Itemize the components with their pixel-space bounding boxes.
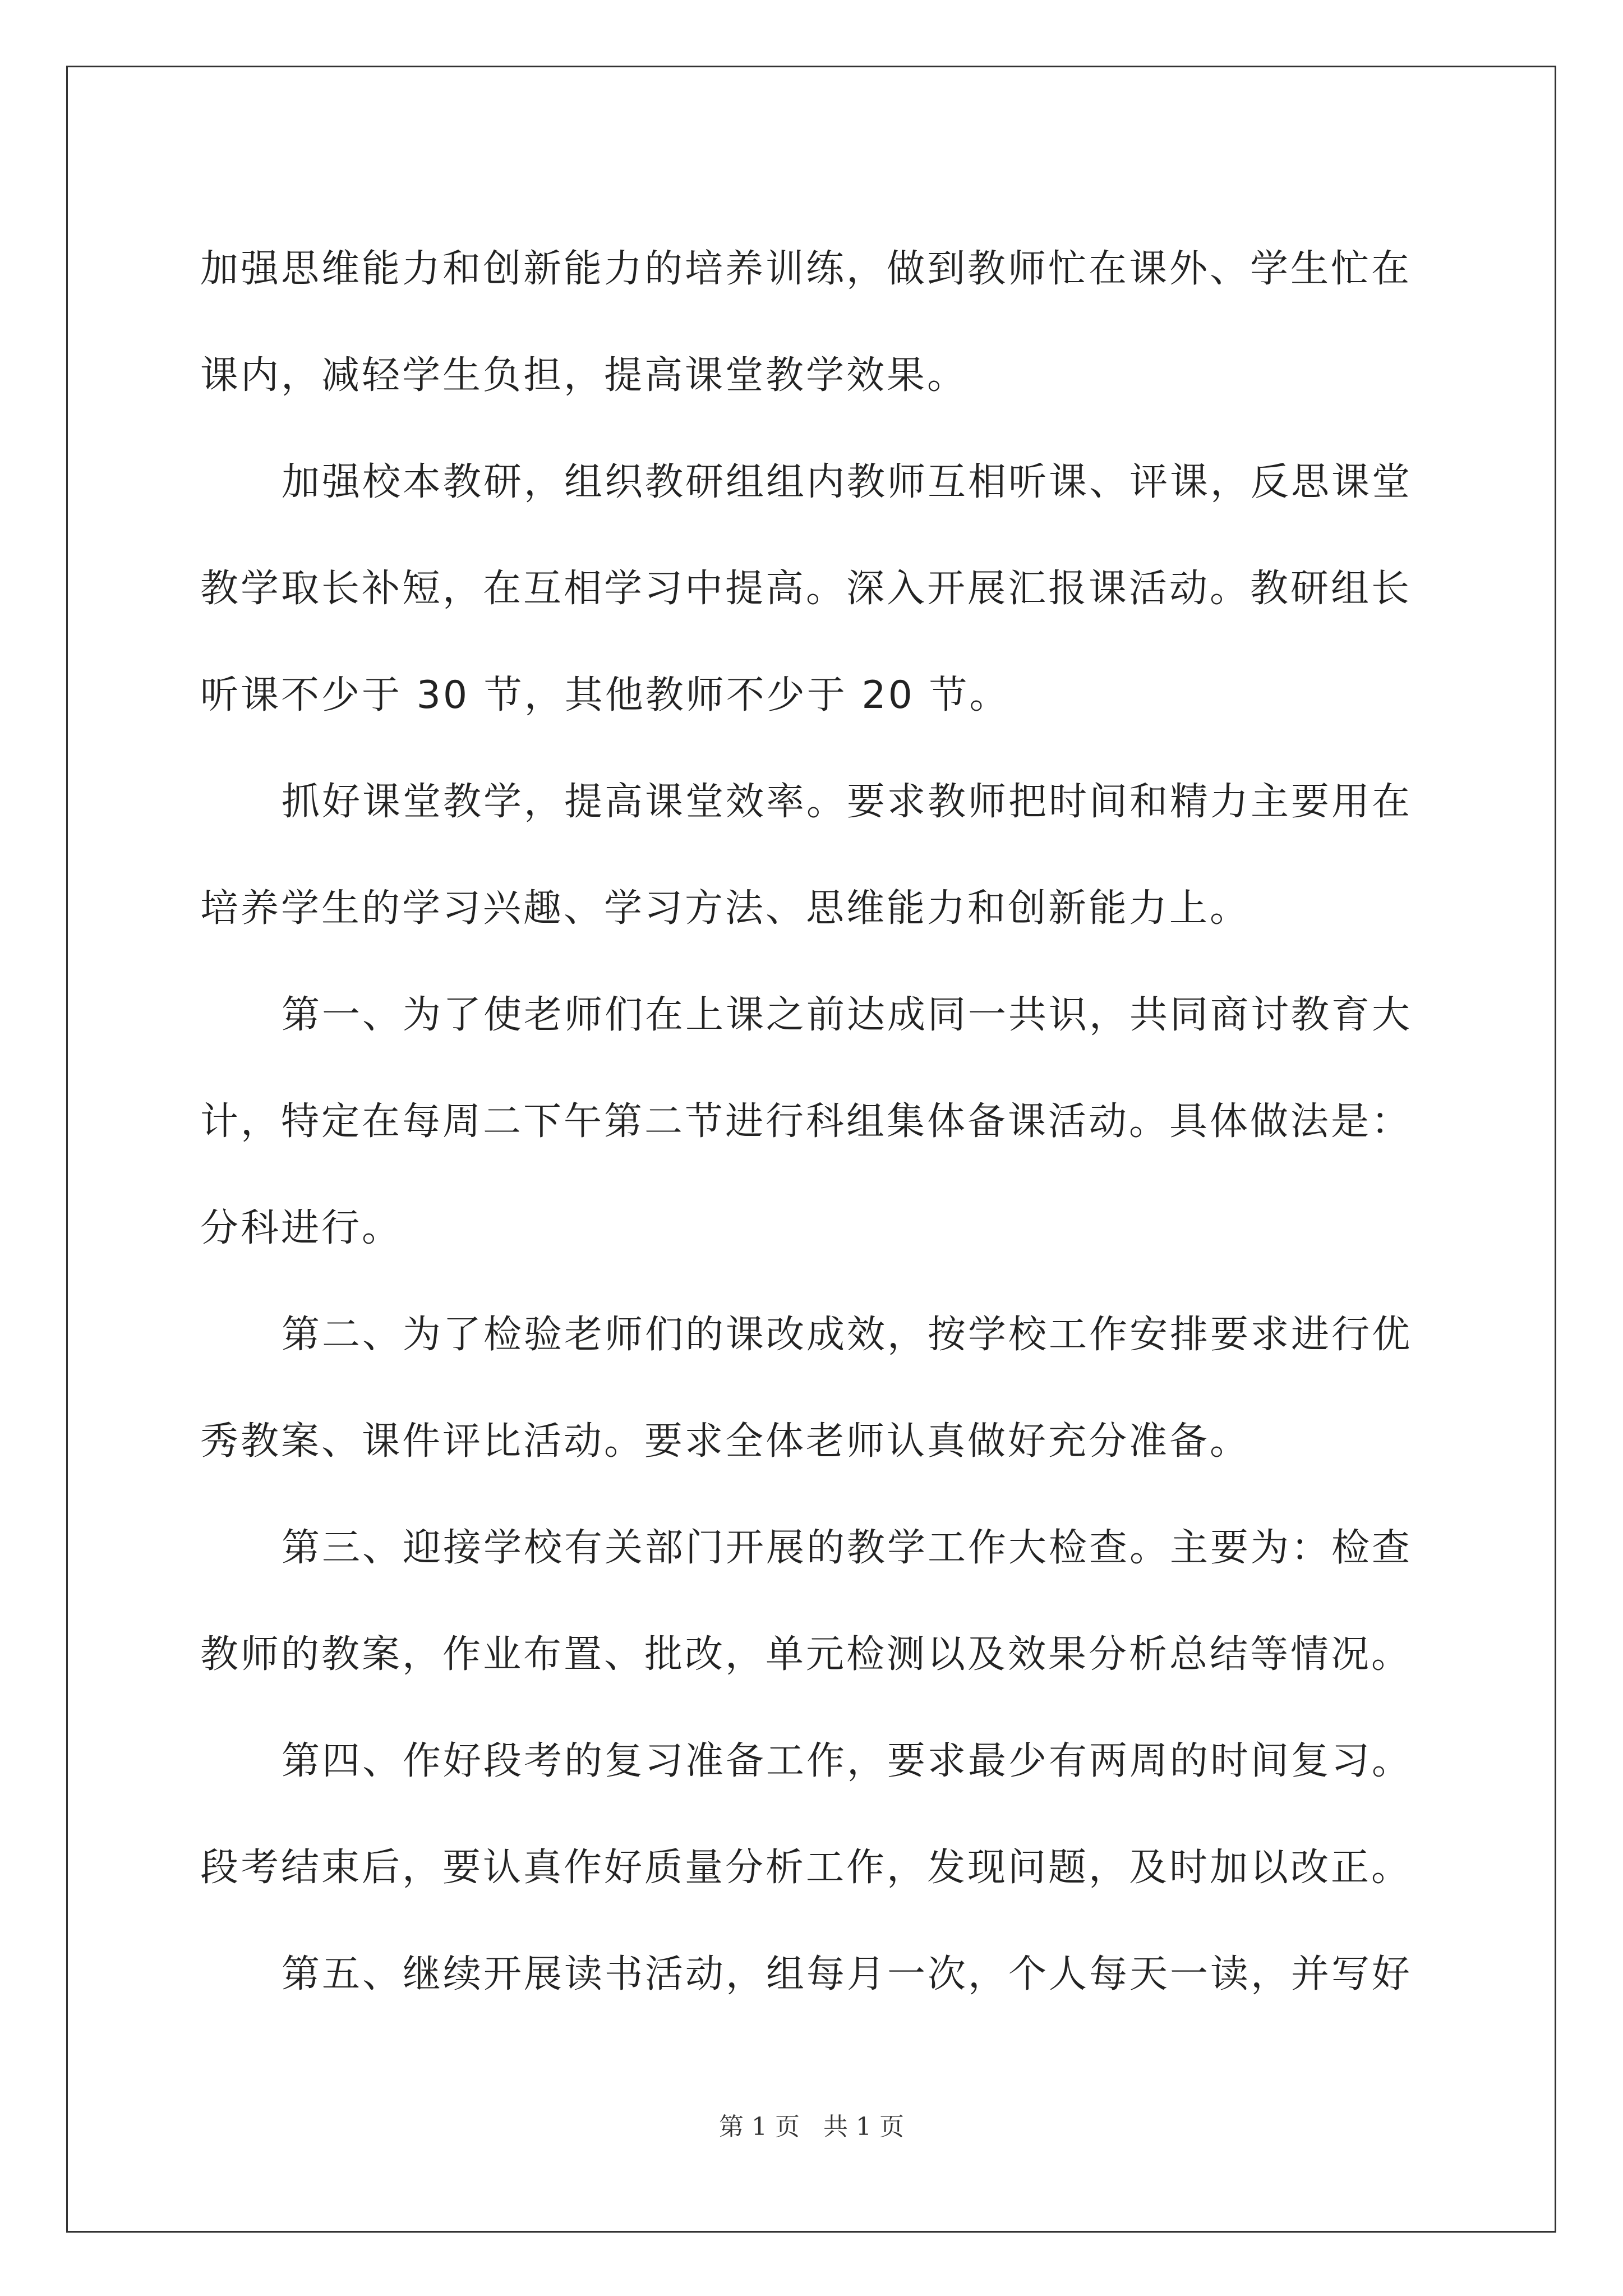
text-line-17: 第五、继续开展读书活动，组每月一次，个人每天一读，并写好 xyxy=(282,1952,1413,1996)
text-line-1: 加强思维能力和创新能力的培养训练，做到教师忙在课外、学生忙在 xyxy=(200,247,1412,291)
page-footer: 第 1 页 共 1 页 xyxy=(719,2113,904,2141)
text-line-7: 培养学生的学习兴趣、学习方法、思维能力和创新能力上。 xyxy=(200,886,1251,931)
text-line-15: 第四、作好段考的复习准备工作，要求最少有两周的时间复习。 xyxy=(282,1739,1413,1783)
text-line-6: 抓好课堂教学，提高课堂效率。要求教师把时间和精力主要用在 xyxy=(282,780,1413,824)
text-line-3: 加强校本教研，组织教研组组内教师互相听课、评课，反思课堂 xyxy=(282,460,1413,504)
text-line-14: 教师的教案，作业布置、批改，单元检测以及效果分析总结等情况。 xyxy=(200,1632,1412,1677)
text-line-10: 分科进行。 xyxy=(200,1206,403,1250)
document-body xyxy=(200,216,1434,2028)
text-line-5: 听课不少于 30 节，其他教师不少于 20 节。 xyxy=(200,673,1010,717)
text-line-4: 教学取长补短，在互相学习中提高。深入开展汇报课活动。教研组长 xyxy=(200,567,1412,611)
text-line-12: 秀教案、课件评比活动。要求全体老师认真做好充分准备。 xyxy=(200,1419,1251,1464)
text-line-8: 第一、为了使老师们在上课之前达成同一共识，共同商讨教育大 xyxy=(282,993,1413,1037)
text-line-16: 段考结束后，要认真作好质量分析工作，发现问题，及时加以改正。 xyxy=(200,1846,1412,1890)
text-line-2: 课内，减轻学生负担，提高课堂教学效果。 xyxy=(200,353,968,398)
text-line-13: 第三、迎接学校有关部门开展的教学工作大检查。主要为：检查 xyxy=(282,1526,1413,1570)
text-line-9: 计，特定在每周二下午第二节进行科组集体备课活动。具体做法是： xyxy=(200,1099,1412,1144)
text-line-11: 第二、为了检验老师们的课改成效，按学校工作安排要求进行优 xyxy=(282,1313,1413,1357)
